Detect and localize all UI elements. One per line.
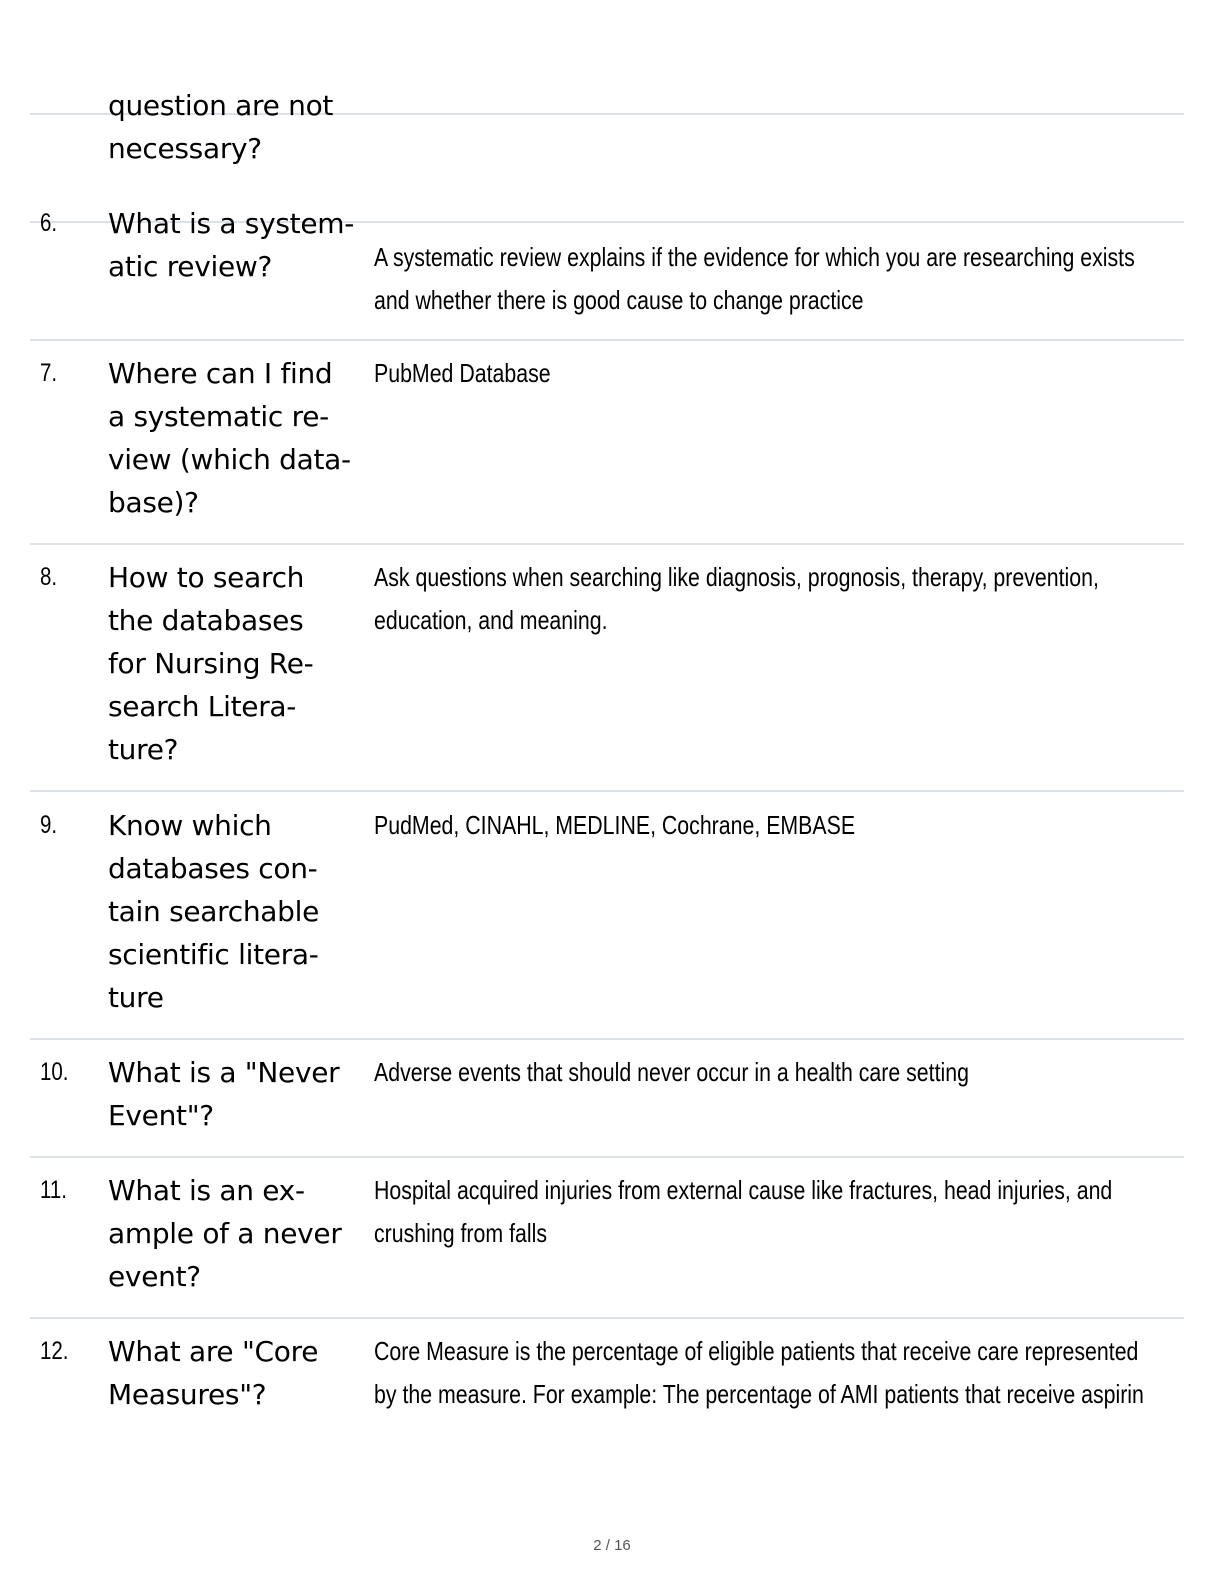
- card-answer: A systematic review explains if the evidence for which you are researching exists and whether there is good cause to change practice: [374, 242, 1135, 315]
- row-divider: [30, 1156, 1184, 1158]
- row-divider: [30, 543, 1184, 545]
- card-answer: PudMed, CINAHL, MEDLINE, Cochrane, EMBASE: [374, 810, 856, 840]
- flashcard-row: [30, 1051, 1184, 1141]
- card-question: What is a "Never Event"?: [108, 1056, 340, 1132]
- flashcard-row: [30, 84, 1184, 184]
- card-question: Know which databases con- tain searchable scientific litera- ture: [108, 809, 320, 1014]
- flashcard-row: [30, 556, 1184, 776]
- card-answer: Core Measure is the percentage of eligible patients that receive care represented by the measure. For example: The percentage of AMI patients that receive aspirin: [374, 1336, 1144, 1409]
- card-answer: Ask questions when searching like diagnosis, prognosis, therapy, prevention, education, and meaning.: [374, 562, 1099, 635]
- row-divider: [30, 339, 1184, 341]
- card-number: 12.: [40, 1337, 69, 1365]
- row-divider: [30, 1038, 1184, 1040]
- flashcard-row: [30, 1330, 1184, 1420]
- card-number: 10.: [40, 1058, 69, 1086]
- card-answer: Adverse events that should never occur in a health care setting: [374, 1057, 969, 1087]
- card-question: Where can I find a systematic re- view (which data- base)?: [108, 357, 351, 519]
- page-indicator: 2 / 16: [593, 1537, 631, 1554]
- flashcard-row: [30, 352, 1184, 532]
- card-question: question are not necessary?: [108, 89, 334, 165]
- card-number: 8.: [40, 563, 58, 591]
- card-number: 6.: [40, 209, 58, 237]
- row-divider: [30, 1317, 1184, 1319]
- flashcard-row: [30, 804, 1184, 1024]
- row-divider: [30, 790, 1184, 792]
- card-question: What are "Core Measures"?: [108, 1335, 319, 1411]
- flashcard-row: [30, 1169, 1184, 1304]
- card-answer: Hospital acquired injuries from external cause like fractures, head injuries, and crushing from falls: [374, 1175, 1113, 1248]
- flashcard-row: [30, 202, 1184, 332]
- card-number: 9.: [40, 811, 58, 839]
- card-question: What is a system- atic review?: [108, 207, 355, 283]
- card-question: How to search the databases for Nursing Re- search Litera- ture?: [108, 561, 314, 766]
- card-question: What is an ex- ample of a never event?: [108, 1174, 342, 1293]
- card-answer: PubMed Database: [374, 358, 551, 388]
- card-number: 11.: [40, 1176, 67, 1204]
- card-number: 7.: [40, 359, 58, 387]
